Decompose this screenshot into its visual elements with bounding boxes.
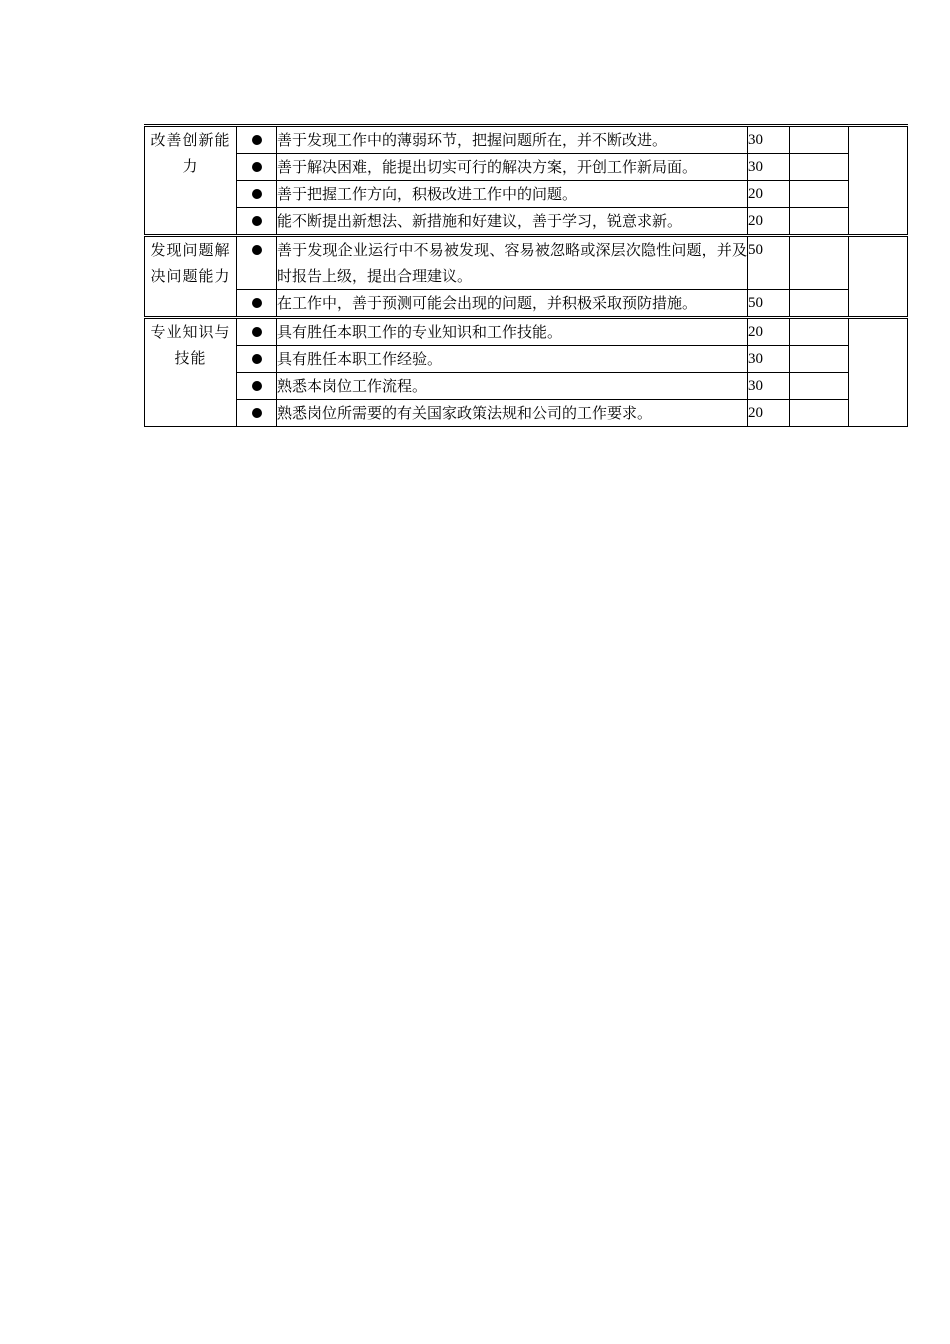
bullet-icon [237,236,277,290]
criterion-text: 具有胜任本职工作经验。 [277,346,748,373]
rating-cell[interactable] [790,154,849,181]
category-cell: 发现问题解决问题能力 [145,236,237,318]
rating-cell[interactable] [790,290,849,318]
table-row [145,373,908,400]
bullet-icon [237,373,277,400]
rating-cell[interactable] [790,208,849,236]
group-total-cell[interactable] [849,236,908,318]
score-cell: 30 [748,373,790,400]
evaluation-table [144,124,908,427]
rating-cell[interactable] [790,318,849,346]
rating-cell[interactable] [790,400,849,427]
bullet-icon [237,126,277,154]
score-cell: 20 [748,318,790,346]
score-cell: 20 [748,208,790,236]
group-total-cell[interactable] [849,126,908,236]
table-row [145,154,908,181]
table-row [145,346,908,373]
rating-cell[interactable] [790,346,849,373]
criterion-text: 具有胜任本职工作的专业知识和工作技能。 [277,318,748,346]
bullet-icon [237,318,277,346]
score-cell: 50 [748,236,790,290]
criterion-text: 善于把握工作方向，积极改进工作中的问题。 [277,181,748,208]
evaluation-sheet [144,124,907,427]
bullet-icon [237,400,277,427]
table-row [145,290,908,318]
criterion-text: 能不断提出新想法、新措施和好建议，善于学习，锐意求新。 [277,208,748,236]
rating-cell[interactable] [790,373,849,400]
table-row [145,236,908,290]
score-cell: 20 [748,181,790,208]
rating-cell[interactable] [790,236,849,290]
bullet-icon [237,154,277,181]
criterion-text: 善于解决困难，能提出切实可行的解决方案，开创工作新局面。 [277,154,748,181]
group-total-cell[interactable] [849,318,908,427]
score-cell: 30 [748,346,790,373]
bullet-icon [237,181,277,208]
table-row [145,181,908,208]
bullet-icon [237,290,277,318]
score-cell: 20 [748,400,790,427]
criterion-text: 熟悉岗位所需要的有关国家政策法规和公司的工作要求。 [277,400,748,427]
category-cell: 改善创新能力 [145,126,237,236]
table-row [145,400,908,427]
table-row [145,318,908,346]
table-row [145,126,908,154]
score-cell: 30 [748,126,790,154]
criterion-text: 善于发现工作中的薄弱环节，把握问题所在，并不断改进。 [277,126,748,154]
score-cell: 30 [748,154,790,181]
rating-cell[interactable] [790,126,849,154]
score-cell: 50 [748,290,790,318]
criterion-text: 熟悉本岗位工作流程。 [277,373,748,400]
rating-cell[interactable] [790,181,849,208]
category-cell: 专业知识与技能 [145,318,237,427]
criterion-text: 在工作中，善于预测可能会出现的问题，并积极采取预防措施。 [277,290,748,318]
bullet-icon [237,346,277,373]
bullet-icon [237,208,277,236]
table-row [145,208,908,236]
criterion-text: 善于发现企业运行中不易被发现、容易被忽略或深层次隐性问题，并及时报告上级，提出合理建议。 [277,236,748,290]
